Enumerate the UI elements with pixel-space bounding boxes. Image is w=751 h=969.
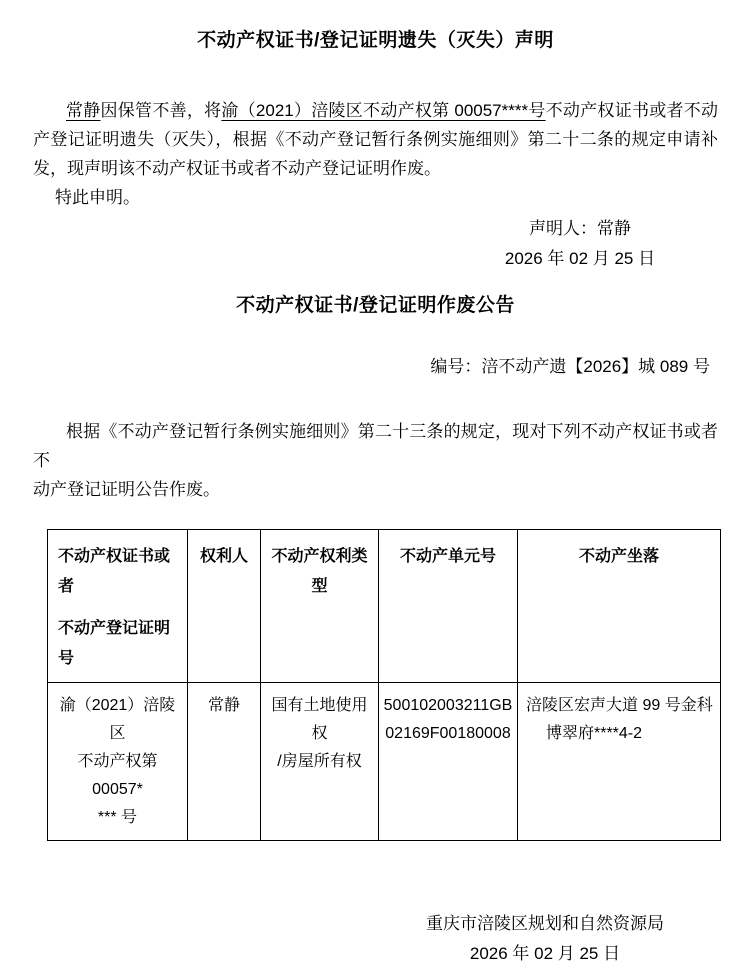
text-line bbox=[33, 417, 718, 475]
text-run: 特此申明。 bbox=[55, 188, 140, 207]
table-header-cell bbox=[379, 530, 518, 683]
text-run: 动产登记证明公告作废。 bbox=[33, 480, 220, 499]
underlined-text: 渝（2021）涪陵区不动产权第 00057****号 bbox=[221, 101, 546, 120]
declaration-date: 2026 年 02 月 25 日 bbox=[504, 249, 656, 268]
table-header-cell bbox=[48, 530, 188, 683]
text-line bbox=[33, 125, 718, 154]
table-body bbox=[48, 683, 721, 841]
text-run: 根据《不动产登记暂行条例实施细则》第二十三条的规定，现对下列不动产权证书或者不 bbox=[33, 422, 718, 470]
cell-line: 500102003211GB bbox=[383, 697, 513, 714]
cell-line: 权利人 bbox=[199, 548, 248, 565]
cell-line: 不动产单元号 bbox=[399, 548, 496, 565]
notice-title: 不动产权证书/登记证明作废公告 bbox=[236, 295, 515, 316]
text-line bbox=[33, 154, 718, 183]
revocation-table bbox=[47, 529, 721, 841]
issue-date: 2026 年 02 月 25 日 bbox=[469, 944, 621, 963]
text-line bbox=[33, 475, 718, 504]
cell-line: 渝（2021）涪陵区 bbox=[59, 697, 176, 742]
underlined-text: 常静 bbox=[66, 101, 101, 120]
table-header-cell bbox=[261, 530, 379, 683]
table-cell bbox=[48, 683, 188, 841]
cell-line: /房屋所有权 bbox=[277, 753, 362, 770]
notice-body bbox=[33, 417, 718, 504]
cell-line: 不动产权证书或者 bbox=[58, 548, 171, 595]
notice-doc-number: 编号：涪不动产遗【2026】城 089 号 bbox=[430, 357, 710, 376]
cell-line: 不动产权利类型 bbox=[271, 548, 368, 595]
table-header bbox=[48, 530, 721, 683]
cell-line: 不动产登记证明号 bbox=[58, 620, 171, 667]
cell-line: 博翠府****4-2 bbox=[546, 725, 643, 742]
cell-line: *** 号 bbox=[97, 809, 138, 826]
declaration-body bbox=[33, 96, 718, 212]
text-run: 发，现声明该不动产权证书或者不动产登记证明作废。 bbox=[33, 159, 441, 178]
table-cell bbox=[261, 683, 379, 841]
table-header-cell bbox=[518, 530, 721, 683]
cell-line: 不动产坐落 bbox=[578, 548, 659, 565]
text-line bbox=[33, 183, 718, 212]
table-cell bbox=[518, 683, 721, 841]
cell-line: 02169F00180008 bbox=[385, 725, 511, 742]
table-cell bbox=[379, 683, 518, 841]
text-run: 不动产权证书或者不动 bbox=[545, 101, 719, 120]
cell-line: 不动产权第 00057* bbox=[77, 753, 158, 798]
issuer-name: 重庆市涪陵区规划和自然资源局 bbox=[426, 914, 664, 933]
table-cell bbox=[188, 683, 261, 841]
text-line bbox=[33, 96, 718, 125]
table-row bbox=[48, 683, 721, 841]
table-header-row bbox=[48, 530, 721, 683]
cell-line: 涪陵区宏声大道 99 号金科 bbox=[526, 697, 713, 714]
issuer-signature-block bbox=[415, 909, 675, 969]
declaration-title: 不动产权证书/登记证明遗失（灭失）声明 bbox=[197, 30, 554, 51]
cell-line: 国有土地使用权 bbox=[271, 697, 368, 742]
text-run: 产登记证明遗失（灭失），根据《不动产登记暂行条例实施细则》第二十二条的规定申请补 bbox=[33, 130, 718, 149]
table-header-cell bbox=[188, 530, 261, 683]
cell-line: 常静 bbox=[207, 697, 240, 714]
declaration-signature-block bbox=[460, 214, 700, 274]
declaration-signer: 声明人：常静 bbox=[529, 219, 631, 238]
text-run: 因保管不善，将 bbox=[100, 101, 222, 120]
